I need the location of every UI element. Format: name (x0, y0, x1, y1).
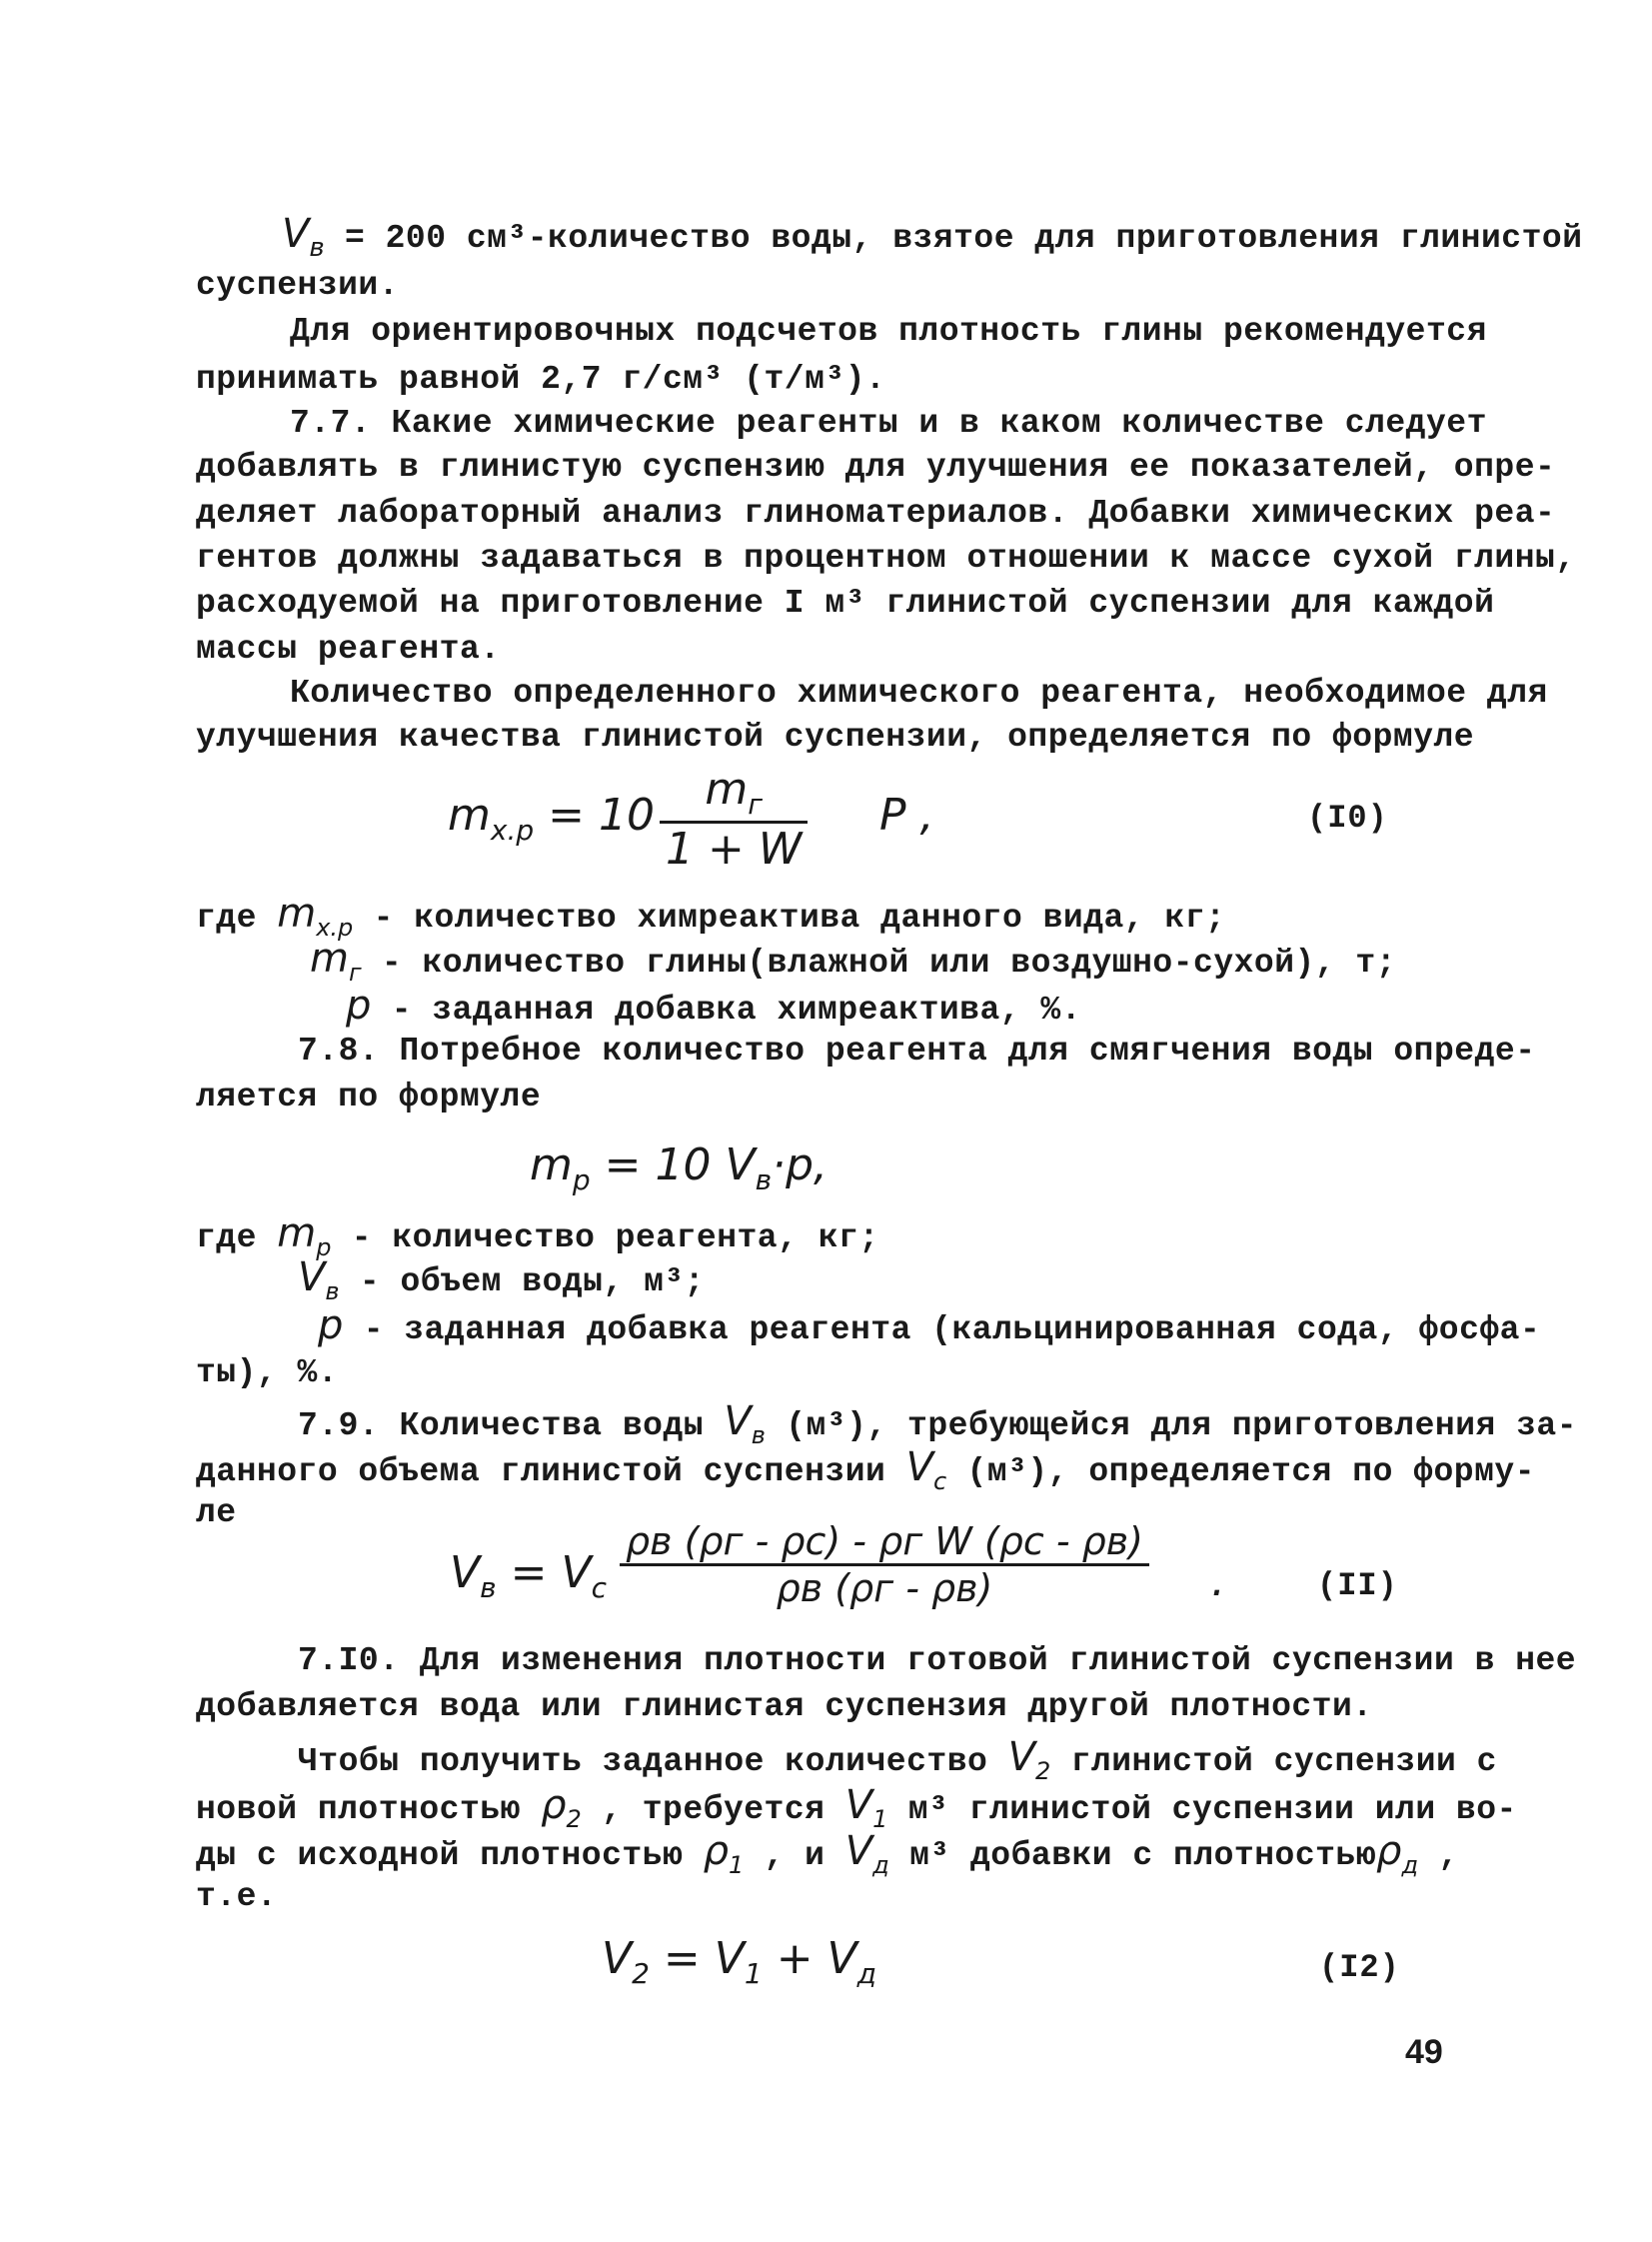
p8-line1: Чтобы получить заданное количество $V_2$ глинистой суспензии с (298, 1734, 1497, 1785)
p2-line2: принимать равной 2,7 г/см³ (т/м³). (196, 361, 886, 398)
p7-line1: 7.I0. Для изменения плотности готовой глинистой суспензии в нее (298, 1642, 1577, 1679)
equation-10-fraction (660, 764, 808, 875)
p3-line4: гентов должны задаваться в процентном отношении к массе сухой глины, (196, 540, 1576, 577)
p6-line2: данного объема глинистой суспензии $V_с$ (м³), определяется по форму- (196, 1444, 1535, 1495)
p8-line2: новой плотностью $\rho_2$ , требуется $V_1$ м³ глинистой суспензии или во- (196, 1782, 1517, 1833)
equation-10-number: (I0) (1307, 800, 1388, 837)
p4-line2: улучшения качества глинистой суспензии, определяется по формуле (196, 719, 1475, 756)
var-v-b: $V_в$ (282, 211, 325, 263)
p1-line1: $V_в = 200$ см³-количество воды, взятое для приготовления глинистой (282, 211, 1583, 263)
where1-line3: p - заданная добавка химреактива, %. (346, 983, 1082, 1029)
equation-12-number: (I2) (1319, 1949, 1400, 1986)
where1-line2: $m_г$ - количество глины(влажной или воздушно-сухой), т; (310, 936, 1397, 987)
equation-10-tail: P , (879, 790, 934, 841)
equation-10-lhs: $m_{х.р} = 10$ (448, 790, 655, 847)
p6-line3: ле (196, 1494, 237, 1531)
eq11-numerator: ρв (ρг - ρс) - ρг W (ρс - ρв) (626, 1519, 1143, 1563)
where2-line1: где $m_р$ - количество реагента, кг; (196, 1210, 879, 1261)
equation-11-fraction (620, 1519, 1149, 1610)
p1-line2: суспензии. (196, 267, 400, 304)
equation-11-number: (II) (1317, 1567, 1398, 1604)
p3-line1: 7.7. Какие химические реагенты и в каком количестве следует (290, 405, 1487, 442)
p2-line1: Для ориентировочных подсчетов плотность глины рекомендуется (290, 313, 1487, 350)
p6-line1: 7.9. Количества воды $V_в$ (м³), требующейся для приготовления за- (298, 1398, 1578, 1449)
eq10-denominator: 1 + W (666, 823, 803, 875)
eq11-denominator: ρв (ρг - ρв) (776, 1566, 993, 1610)
where2-line2: $V_в$ - объем воды, м³; (298, 1254, 705, 1305)
eq10-numerator: $m_г$ (705, 764, 763, 821)
equation-11-tail: . (1211, 1555, 1225, 1606)
where2-line4: ты), %. (196, 1354, 339, 1391)
p8-line3: ды с исходной плотностью $\rho_1$ , и $V_д$ м³ добавки с плотностьюρ$_д$ , (196, 1828, 1459, 1879)
p5-line1: 7.8. Потребное количество реагента для смягчения воды опреде- (298, 1033, 1536, 1070)
p3-line5: расходуемой на приготовление I м³ глинистой суспензии для каждой (196, 585, 1495, 622)
p3-line6: массы реагента. (196, 631, 501, 668)
p5-line2: ляется по формуле (196, 1079, 542, 1116)
p3-line2: добавлять в глинистую суспензию для улучшения ее показателей, опре- (196, 449, 1556, 486)
p4-line1: Количество определенного химического реагента, необходимое для (290, 675, 1548, 712)
p3-line3: деляет лабораторный анализ глиноматериалов. Добавки химических реа- (196, 495, 1556, 532)
equation-12: $V_2 = V_1 + V_д$ (602, 1933, 877, 1990)
where2-line3: p - заданная добавка реагента (кальцинированная сода, фосфа- (318, 1302, 1541, 1348)
p7-line2: добавляется вода или глинистая суспензия другой плотности. (196, 1688, 1373, 1725)
page-number: 49 (1405, 2033, 1443, 2071)
equation-mp: $m_р = 10$ $V_в\cdot p$, (530, 1139, 828, 1196)
p8-line4: т.е. (196, 1878, 278, 1915)
equation-11-lhs: $V_в = V_с$ (450, 1547, 607, 1604)
where1-line1: где $m_{х.р}$ - количество химреактива данного вида, кг; (196, 891, 1226, 942)
